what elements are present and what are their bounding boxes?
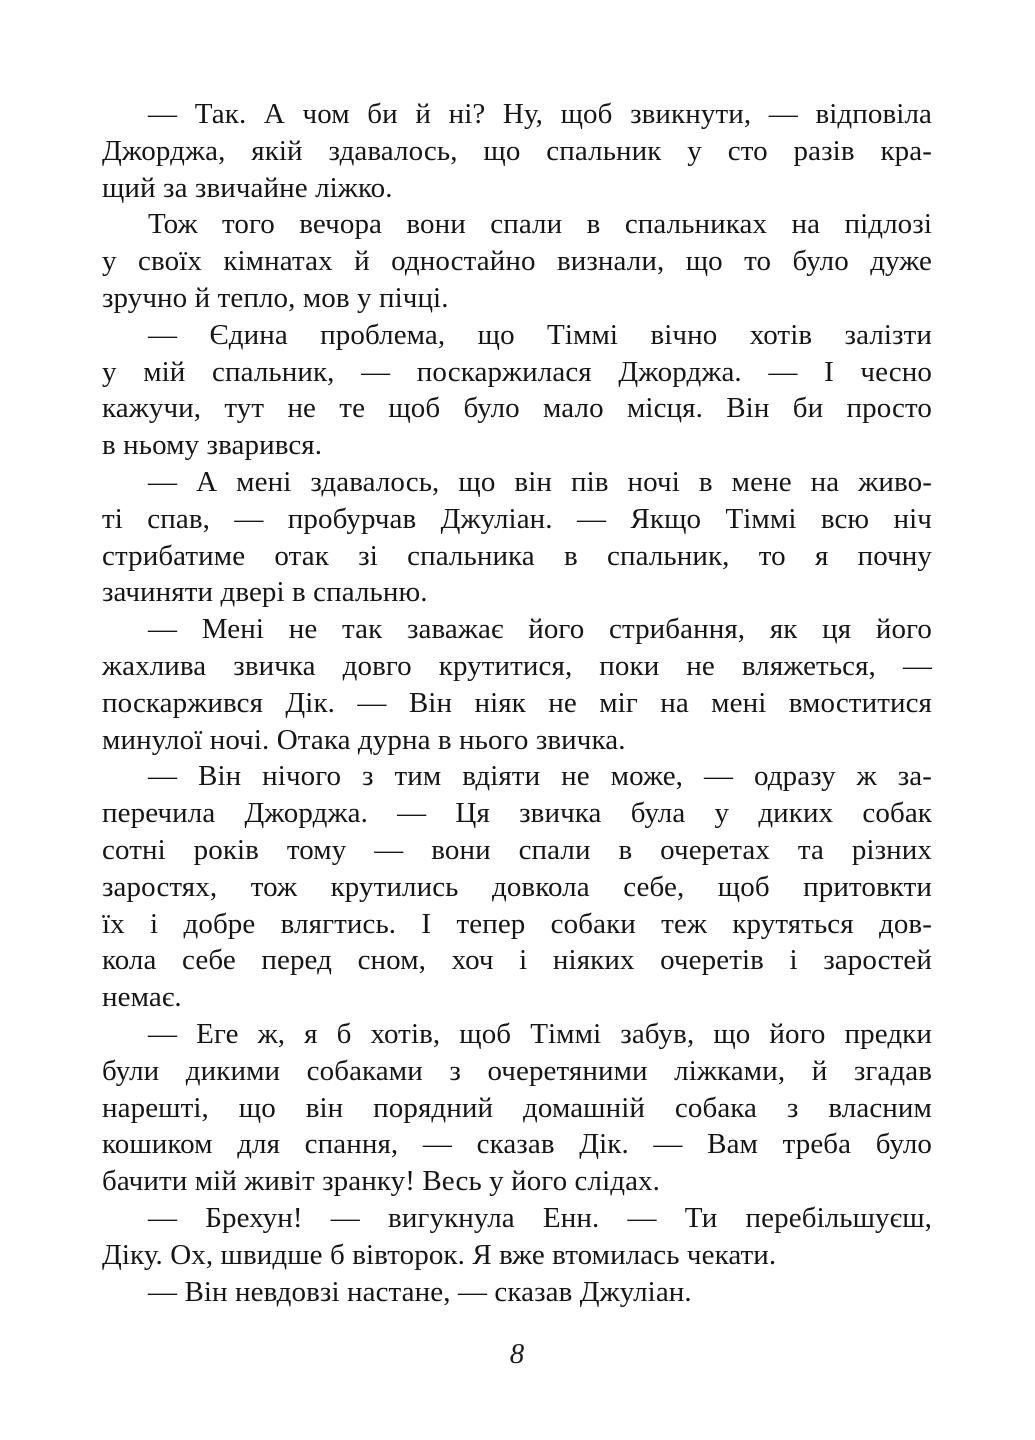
paragraph: [102, 758, 932, 1016]
text-line: — Так. А чом би й ні? Ну, щоб звикнути, — відповіла: [148, 98, 932, 130]
paragraph: [102, 611, 932, 758]
paragraph: [102, 1200, 932, 1274]
text-line: — Він невдовзі настане, — сказав Джуліан.: [148, 1275, 692, 1308]
text-line: заростях, тож крутились довкола себе, щоб притовкти: [102, 870, 932, 903]
text-line: поскаржився Дік. — Він ніяк не міг на мені вмоститися: [102, 686, 932, 719]
text-line: — Мені не так заважає його стрибання, як ця його: [148, 613, 932, 646]
text-line: у своїх кімнатах й одностайно визнали, що то було дуже: [102, 245, 932, 278]
text-line: Діку. Ох, швидше б вівторок. Я вже втомилась чекати.: [102, 1238, 777, 1271]
text-line: щий за звичайне ліжко.: [102, 171, 393, 204]
text-line: у мій спальник, — поскаржилася Джорджа. — І чесно: [102, 355, 932, 388]
paragraph: [102, 1274, 932, 1311]
text-line: ті спав, — пробурчав Джуліан. — Якщо Тіммі всю ніч: [102, 502, 932, 535]
text-line: — Єдина проблема, що Тіммі вічно хотів залізти: [148, 318, 932, 351]
text-block: [102, 96, 932, 1310]
paragraph: [102, 317, 932, 464]
text-line: жахлива звичка довго крутитися, поки не вляжеться, —: [102, 649, 932, 682]
text-line: бачити мій живіт зранку! Весь у його слідах.: [102, 1165, 661, 1198]
text-line: — Брехун! — вигукнула Енн. — Ти перебільшуєш,: [148, 1201, 932, 1234]
text-line: кажучи, тут не те щоб було мало місця. Він би просто: [102, 392, 932, 425]
text-line: нарешті, що він порядний домашній собака з власним: [102, 1091, 932, 1124]
paragraph: [102, 96, 932, 206]
paragraph: [102, 1016, 932, 1200]
text-line: стрибатиме отак зі спальника в спальник, то я почну: [102, 539, 932, 572]
text-line: Джорджа, якій здавалось, що спальник у сто разів кра-: [102, 134, 932, 167]
text-line: були дикими собаками з очеретяними ліжками, й згадав: [102, 1054, 932, 1087]
paragraph: [102, 206, 932, 316]
text-line: кошиком для спання, — сказав Дік. — Вам треба було: [102, 1128, 932, 1161]
text-line: в ньому зварився.: [102, 429, 323, 462]
text-line: немає.: [102, 981, 182, 1014]
text-line: Тож того вечора вони спали в спальниках на підлозі: [148, 208, 932, 241]
text-line: — Він нічого з тим вдіяти не може, — одразу ж за-: [148, 760, 932, 793]
page-number: 8: [509, 1338, 525, 1370]
text-line: — Еге ж, я б хотів, щоб Тіммі забув, що його предки: [148, 1017, 932, 1050]
text-line: кола себе перед сном, хоч і ніяких очеретів і заростей: [102, 944, 932, 977]
text-line: їх і добре влягтись. І тепер собаки теж крутяться дов-: [102, 907, 932, 940]
paragraph: [102, 464, 932, 611]
text-line: — А мені здавалось, що він пів ночі в мене на живо-: [148, 465, 932, 498]
text-line: зачиняти двері в спальню.: [102, 576, 428, 609]
text-line: минулої ночі. Отака дурна в нього звичка.: [102, 723, 626, 756]
text-line: зручно й тепло, мов у пічці.: [102, 281, 449, 314]
text-line: перечила Джорджа. — Ця звичка була у диких собак: [102, 797, 932, 830]
text-line: сотні років тому — вони спали в очеретах та різних: [102, 833, 932, 866]
